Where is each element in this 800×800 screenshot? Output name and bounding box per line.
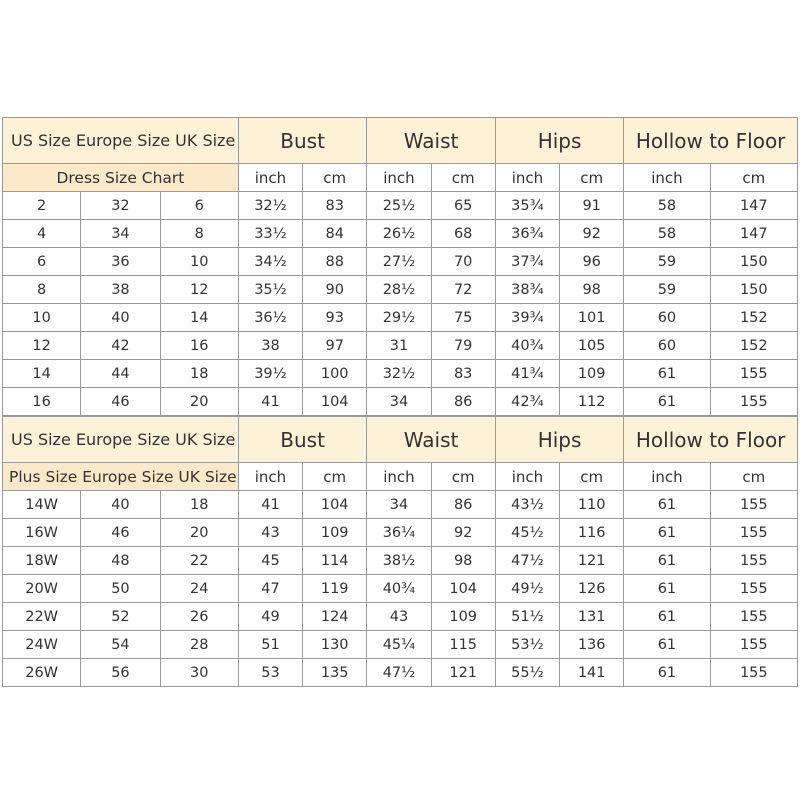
table-cell: 147 (710, 220, 797, 248)
table-cell: 38 (238, 332, 302, 360)
table-cell: 32½ (238, 192, 302, 220)
table-cell: 116 (560, 519, 624, 547)
table-cell: 40¾ (495, 332, 559, 360)
bust-header: Bust (238, 417, 366, 463)
table-cell: 61 (624, 360, 710, 388)
hips-header: Hips (495, 417, 623, 463)
size-system-header: US Size Europe Size UK Size (3, 417, 239, 463)
table-cell: 53½ (495, 631, 559, 659)
table-cell: 30 (160, 659, 238, 687)
table-cell: 43½ (495, 491, 559, 519)
table-cell: 59 (624, 248, 710, 276)
table-cell: 16 (160, 332, 238, 360)
table-cell: 155 (710, 519, 797, 547)
table-cell: 65 (431, 192, 495, 220)
waist-header: Waist (367, 417, 495, 463)
table-cell: 61 (624, 659, 710, 687)
table-cell: 97 (303, 332, 367, 360)
unit-label: cm (560, 164, 624, 192)
table-cell: 33½ (238, 220, 302, 248)
table-cell: 42 (81, 332, 160, 360)
table-row (3, 304, 798, 332)
table-cell: 61 (624, 603, 710, 631)
table-cell: 16W (3, 519, 81, 547)
table-cell: 2 (3, 192, 81, 220)
table-cell: 54 (81, 631, 160, 659)
table-cell: 35½ (238, 276, 302, 304)
unit-label: inch (238, 463, 302, 491)
table-cell: 115 (431, 631, 495, 659)
table-cell: 61 (624, 519, 710, 547)
table-row (3, 332, 798, 360)
table-cell: 38½ (367, 547, 431, 575)
table-cell: 27½ (367, 248, 431, 276)
table-cell: 61 (624, 547, 710, 575)
table-cell: 24W (3, 631, 81, 659)
table-cell: 155 (710, 547, 797, 575)
table-cell: 16 (3, 388, 81, 416)
table-cell: 126 (560, 575, 624, 603)
table-cell: 26W (3, 659, 81, 687)
table-cell: 22 (160, 547, 238, 575)
table-cell: 86 (431, 388, 495, 416)
bust-header: Bust (238, 118, 366, 164)
unit-label: cm (303, 164, 367, 192)
table-row (3, 491, 798, 519)
table-cell: 124 (303, 603, 367, 631)
table-cell: 121 (431, 659, 495, 687)
table-cell: 20 (160, 388, 238, 416)
unit-label: inch (238, 164, 302, 192)
table-cell: 147 (710, 192, 797, 220)
table-row (3, 248, 798, 276)
table-cell: 155 (710, 388, 797, 416)
table-cell: 22W (3, 603, 81, 631)
table-cell: 114 (303, 547, 367, 575)
table-row (3, 603, 798, 631)
table-cell: 39½ (238, 360, 302, 388)
plus-size-caption: Plus Size Europe Size UK Size (3, 463, 239, 491)
table-cell: 4 (3, 220, 81, 248)
table-cell: 68 (431, 220, 495, 248)
table-cell: 34 (367, 388, 431, 416)
table-cell: 135 (303, 659, 367, 687)
table-cell: 72 (431, 276, 495, 304)
table-cell: 83 (303, 192, 367, 220)
table-cell: 14 (160, 304, 238, 332)
table-cell: 104 (431, 575, 495, 603)
table-cell: 43 (367, 603, 431, 631)
table-cell: 46 (81, 519, 160, 547)
table-cell: 12 (3, 332, 81, 360)
table-cell: 42¾ (495, 388, 559, 416)
unit-label: cm (710, 164, 797, 192)
dress-size-table (2, 117, 798, 416)
dress-unit-row (3, 164, 798, 192)
table-cell: 92 (560, 220, 624, 248)
table-cell: 109 (431, 603, 495, 631)
table-cell: 92 (431, 519, 495, 547)
table-cell: 90 (303, 276, 367, 304)
unit-label: inch (624, 164, 710, 192)
table-cell: 26½ (367, 220, 431, 248)
unit-label: cm (560, 463, 624, 491)
table-cell: 155 (710, 631, 797, 659)
table-cell: 36¾ (495, 220, 559, 248)
table-row (3, 547, 798, 575)
table-cell: 58 (624, 220, 710, 248)
table-cell: 121 (560, 547, 624, 575)
dress-size-chart-caption: Dress Size Chart (3, 164, 239, 192)
table-cell: 79 (431, 332, 495, 360)
table-cell: 155 (710, 659, 797, 687)
table-cell: 46 (81, 388, 160, 416)
table-cell: 18 (160, 491, 238, 519)
table-cell: 35¾ (495, 192, 559, 220)
table-row (3, 220, 798, 248)
size-system-header: US Size Europe Size UK Size (3, 118, 239, 164)
table-cell: 40 (81, 491, 160, 519)
table-cell: 152 (710, 304, 797, 332)
table-cell: 109 (303, 519, 367, 547)
table-cell: 36 (81, 248, 160, 276)
table-cell: 34½ (238, 248, 302, 276)
table-cell: 52 (81, 603, 160, 631)
table-cell: 61 (624, 575, 710, 603)
table-row (3, 519, 798, 547)
hollow-to-floor-header: Hollow to Floor (624, 118, 798, 164)
table-cell: 104 (303, 491, 367, 519)
table-cell: 49 (238, 603, 302, 631)
table-cell: 10 (3, 304, 81, 332)
table-cell: 32½ (367, 360, 431, 388)
table-cell: 152 (710, 332, 797, 360)
unit-label: cm (431, 164, 495, 192)
table-cell: 61 (624, 388, 710, 416)
plus-unit-row (3, 463, 798, 491)
table-cell: 34 (81, 220, 160, 248)
table-cell: 43 (238, 519, 302, 547)
hips-header: Hips (495, 118, 623, 164)
table-cell: 47½ (367, 659, 431, 687)
table-cell: 150 (710, 276, 797, 304)
table-cell: 50 (81, 575, 160, 603)
table-cell: 83 (431, 360, 495, 388)
table-cell: 41 (238, 491, 302, 519)
table-cell: 28½ (367, 276, 431, 304)
table-cell: 38¾ (495, 276, 559, 304)
table-cell: 25½ (367, 192, 431, 220)
table-cell: 104 (303, 388, 367, 416)
table-cell: 51 (238, 631, 302, 659)
table-cell: 47 (238, 575, 302, 603)
table-cell: 60 (624, 304, 710, 332)
table-row (3, 631, 798, 659)
table-cell: 41 (238, 388, 302, 416)
table-cell: 28 (160, 631, 238, 659)
unit-label: inch (495, 463, 559, 491)
table-cell: 18 (160, 360, 238, 388)
table-cell: 48 (81, 547, 160, 575)
table-cell: 24 (160, 575, 238, 603)
table-row (3, 276, 798, 304)
table-cell: 109 (560, 360, 624, 388)
table-cell: 8 (3, 276, 81, 304)
table-cell: 45 (238, 547, 302, 575)
table-cell: 105 (560, 332, 624, 360)
unit-label: inch (367, 463, 431, 491)
table-cell: 70 (431, 248, 495, 276)
plus-size-table (2, 416, 798, 687)
table-cell: 130 (303, 631, 367, 659)
table-cell: 45¼ (367, 631, 431, 659)
hollow-to-floor-header: Hollow to Floor (624, 417, 798, 463)
table-cell: 86 (431, 491, 495, 519)
table-cell: 26 (160, 603, 238, 631)
table-cell: 44 (81, 360, 160, 388)
table-cell: 14W (3, 491, 81, 519)
waist-header: Waist (367, 118, 495, 164)
unit-label: cm (710, 463, 797, 491)
unit-label: cm (303, 463, 367, 491)
table-cell: 136 (560, 631, 624, 659)
table-cell: 41¾ (495, 360, 559, 388)
table-cell: 10 (160, 248, 238, 276)
table-cell: 31 (367, 332, 431, 360)
unit-label: cm (431, 463, 495, 491)
table-cell: 91 (560, 192, 624, 220)
table-cell: 6 (3, 248, 81, 276)
table-cell: 155 (710, 575, 797, 603)
table-cell: 112 (560, 388, 624, 416)
table-row (3, 659, 798, 687)
table-cell: 14 (3, 360, 81, 388)
table-cell: 29½ (367, 304, 431, 332)
table-cell: 61 (624, 491, 710, 519)
table-cell: 6 (160, 192, 238, 220)
table-cell: 58 (624, 192, 710, 220)
table-cell: 32 (81, 192, 160, 220)
dress-header-row (3, 118, 798, 164)
table-cell: 155 (710, 491, 797, 519)
table-cell: 60 (624, 332, 710, 360)
table-cell: 49½ (495, 575, 559, 603)
table-cell: 8 (160, 220, 238, 248)
table-cell: 36¼ (367, 519, 431, 547)
table-cell: 100 (303, 360, 367, 388)
table-row (3, 192, 798, 220)
table-cell: 34 (367, 491, 431, 519)
table-cell: 45½ (495, 519, 559, 547)
table-cell: 119 (303, 575, 367, 603)
table-cell: 155 (710, 603, 797, 631)
table-cell: 18W (3, 547, 81, 575)
table-cell: 47½ (495, 547, 559, 575)
table-cell: 51½ (495, 603, 559, 631)
table-row (3, 360, 798, 388)
table-cell: 39¾ (495, 304, 559, 332)
table-cell: 36½ (238, 304, 302, 332)
table-cell: 59 (624, 276, 710, 304)
table-cell: 110 (560, 491, 624, 519)
table-cell: 141 (560, 659, 624, 687)
table-cell: 75 (431, 304, 495, 332)
table-cell: 37¾ (495, 248, 559, 276)
table-cell: 20W (3, 575, 81, 603)
table-cell: 150 (710, 248, 797, 276)
table-cell: 93 (303, 304, 367, 332)
table-cell: 12 (160, 276, 238, 304)
table-cell: 40 (81, 304, 160, 332)
table-cell: 53 (238, 659, 302, 687)
table-cell: 55½ (495, 659, 559, 687)
table-row (3, 388, 798, 416)
table-cell: 98 (431, 547, 495, 575)
table-cell: 96 (560, 248, 624, 276)
plus-header-row (3, 417, 798, 463)
unit-label: inch (624, 463, 710, 491)
unit-label: inch (367, 164, 431, 192)
unit-label: inch (495, 164, 559, 192)
table-cell: 56 (81, 659, 160, 687)
table-cell: 131 (560, 603, 624, 631)
table-cell: 98 (560, 276, 624, 304)
table-cell: 155 (710, 360, 797, 388)
table-cell: 84 (303, 220, 367, 248)
table-cell: 61 (624, 631, 710, 659)
table-row (3, 575, 798, 603)
table-cell: 101 (560, 304, 624, 332)
table-cell: 38 (81, 276, 160, 304)
table-cell: 20 (160, 519, 238, 547)
table-cell: 40¾ (367, 575, 431, 603)
table-cell: 88 (303, 248, 367, 276)
